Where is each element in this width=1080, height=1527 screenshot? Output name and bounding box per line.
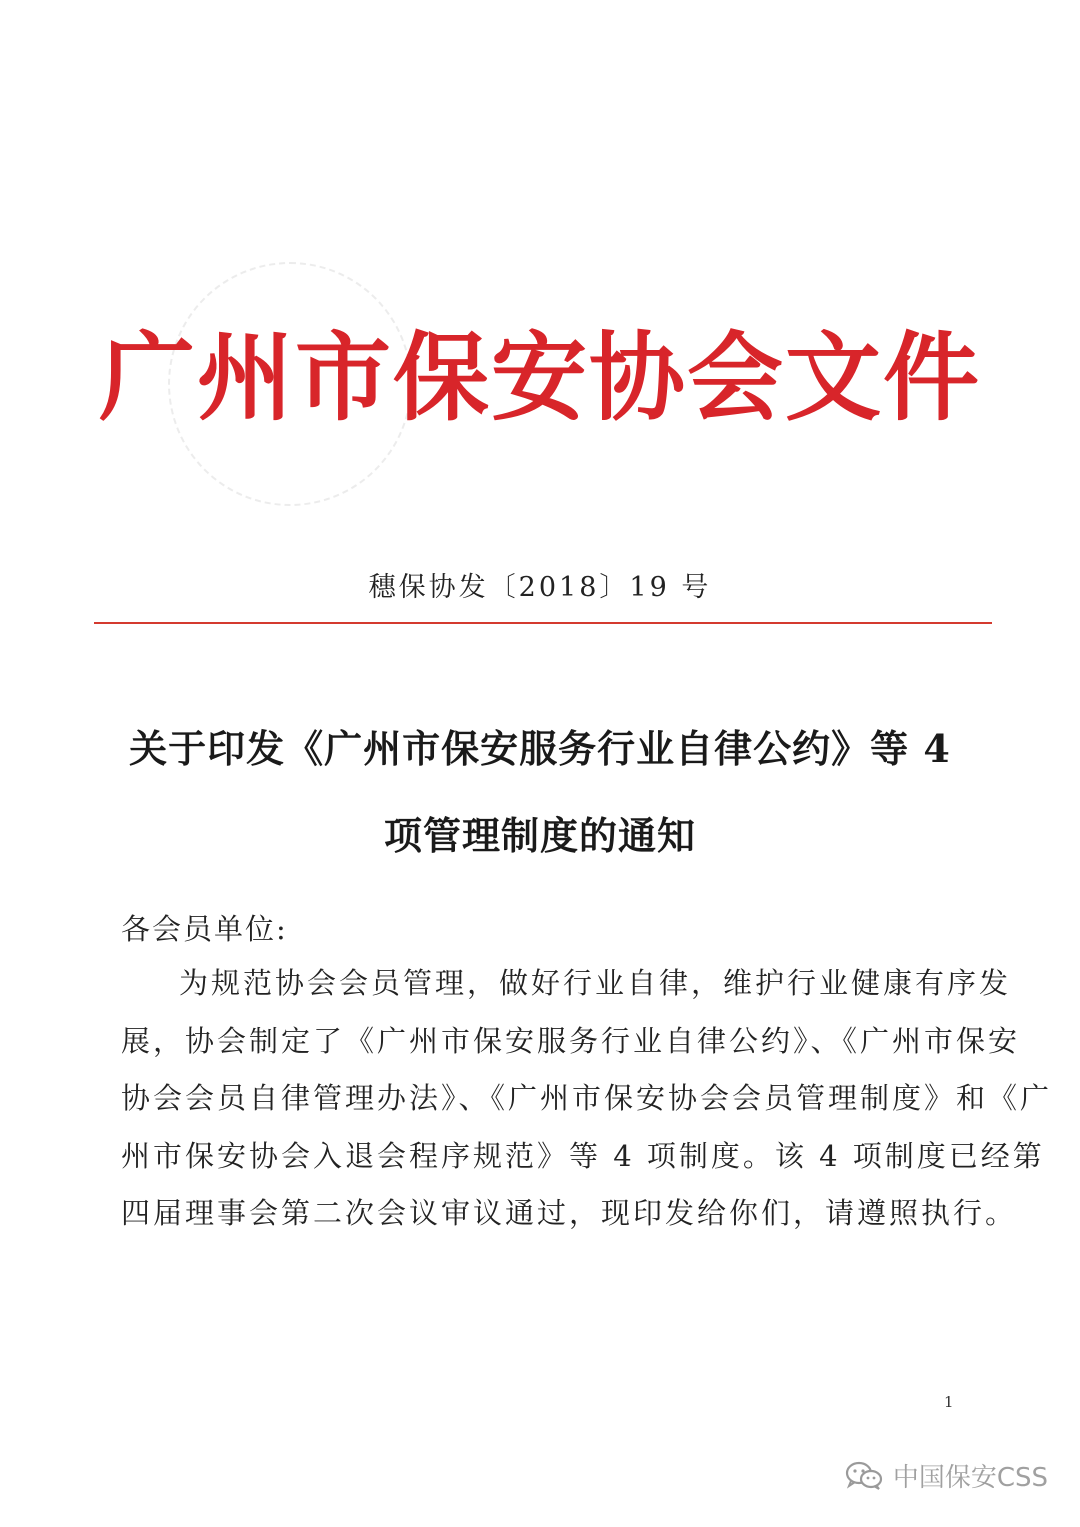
body-row: 州市保安协会入退会程序规范》等 4 项制度。该 4 项制度已经第: [121, 1138, 1045, 1173]
watermark-text: 中国保安CSS: [892, 1463, 1048, 1493]
salutation: 各会员单位:: [121, 912, 288, 946]
wechat-icon: [845, 1461, 883, 1491]
body-row: 为规范协会会员管理，做好行业自律，维护行业健康有序发: [179, 966, 1012, 1000]
notice-title-line-1: 关于印发《广州市保安服务行业自律公约》等 4: [129, 726, 951, 771]
letterhead-divider: [94, 622, 992, 624]
document-number: 穗保协发〔2018〕19 号: [368, 572, 712, 603]
notice-title-line-2: 项管理制度的通知: [383, 813, 696, 858]
body-paragraph: [121, 955, 1053, 1243]
body-row: 四届理事会第二次会议审议通过，现印发给你们，请遵照执行。: [121, 1196, 1018, 1230]
page-number: 1: [944, 1393, 954, 1411]
letterhead-title: 广州市保安协会文件: [99, 321, 981, 434]
source-watermark: [845, 1457, 1048, 1494]
body-row: 展，协会制定了《广州市保安服务行业自律公约》、《广州市保安: [121, 1023, 1021, 1058]
body-row: 协会会员自律管理办法》、《广州市保安协会会员管理制度》和《广: [121, 1081, 1053, 1115]
